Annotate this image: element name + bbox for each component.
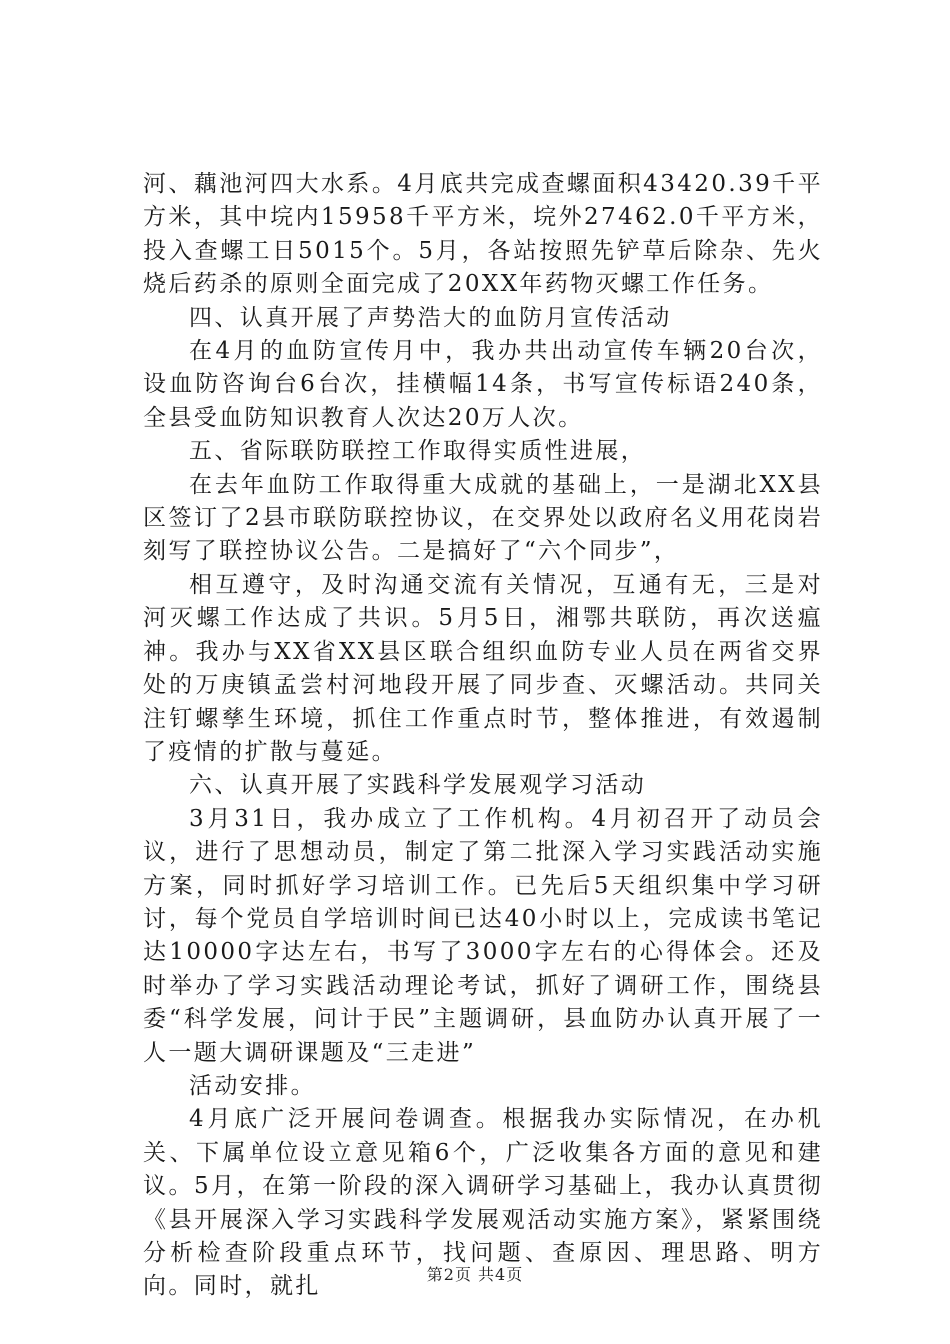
section-heading-4: 四、认真开展了声势浩大的血防月宣传活动 bbox=[189, 304, 672, 331]
paragraph-publicity-month: 在4月的血防宣传月中，我办共出动宣传车辆20台次，设血防咨询台6台次，挂横幅14条，书写宣传标语240条，全县受血防知识教育人次达20万人次。 bbox=[143, 338, 823, 431]
section-heading-6: 六、认真开展了实践科学发展观学习活动 bbox=[189, 772, 647, 799]
section-heading-5: 五、省际联防联控工作取得实质性进展， bbox=[189, 438, 647, 465]
document-body bbox=[143, 168, 823, 1304]
paragraph-questionnaire: 4月底广泛开展问卷调查。根据我办实际情况，在办机关、下属单位设立意见箱6个，广泛收集各方面的意见和建议。5月，在第一阶段的深入调研学习基础上，我办认真贯彻《县开展深入学习实践科学发展观活动实施方案》，紧紧围绕分析检查阶段重点环节，找问题、查原因、理思路、明方向。同时，就扎 bbox=[143, 1106, 823, 1300]
paragraph-joint-prevention: 在去年血防工作取得重大成就的基础上，一是湖北XX县区签订了2县市联防联控协议，在交界处以政府名义用花岗岩刻写了联控协议公告。二是搞好了“六个同步”， bbox=[143, 471, 823, 565]
paragraph-study-activity: 3月31日，我办成立了工作机构。4月初召开了动员会议，进行了思想动员，制定了第二批深入学习实践活动实施方案，同时抓好学习培训工作。已先后5天组织集中学习研讨，每个党员自学培训时间已达40小时以上，完成读书笔记达10000字达左右，书写了3000字左右的心得体会。还及时举办了学习实践活动理论考试，抓好了调研工作，围绕县委“科学发展，问计于民”主题调研，县血防办认真开展了一人一题大调研课题及“三走进” bbox=[143, 805, 823, 1066]
page-number-footer: 第2页 共4页 bbox=[426, 1265, 524, 1284]
paragraph-mutual-compliance: 相互遵守，及时沟通交流有关情况，互通有无，三是对河灭螺工作达成了共识。5月5日，湘鄂共联防，再次送瘟神。我办与XX省XX县区联合组织血防专业人员在两省交界处的万庚镇孟尝村河地段开展了同步查、灭螺活动。共同关注钉螺孳生环境，抓住工作重点时节，整体推进，有效遏制了疫情的扩散与蔓延。 bbox=[143, 571, 823, 765]
paragraph-water-systems: 河、藕池河四大水系。4月底共完成查螺面积43420.39千平方米，其中垸内15958千平方米，垸外27462.0千平方米，投入查螺工日5015个。5月，各站按照先铲草后除杂、先火烧后药杀的原则全面完成了20XX年药物灭螺工作任务。 bbox=[143, 171, 823, 298]
paragraph-activity-arrangement: 活动安排。 bbox=[189, 1072, 316, 1099]
